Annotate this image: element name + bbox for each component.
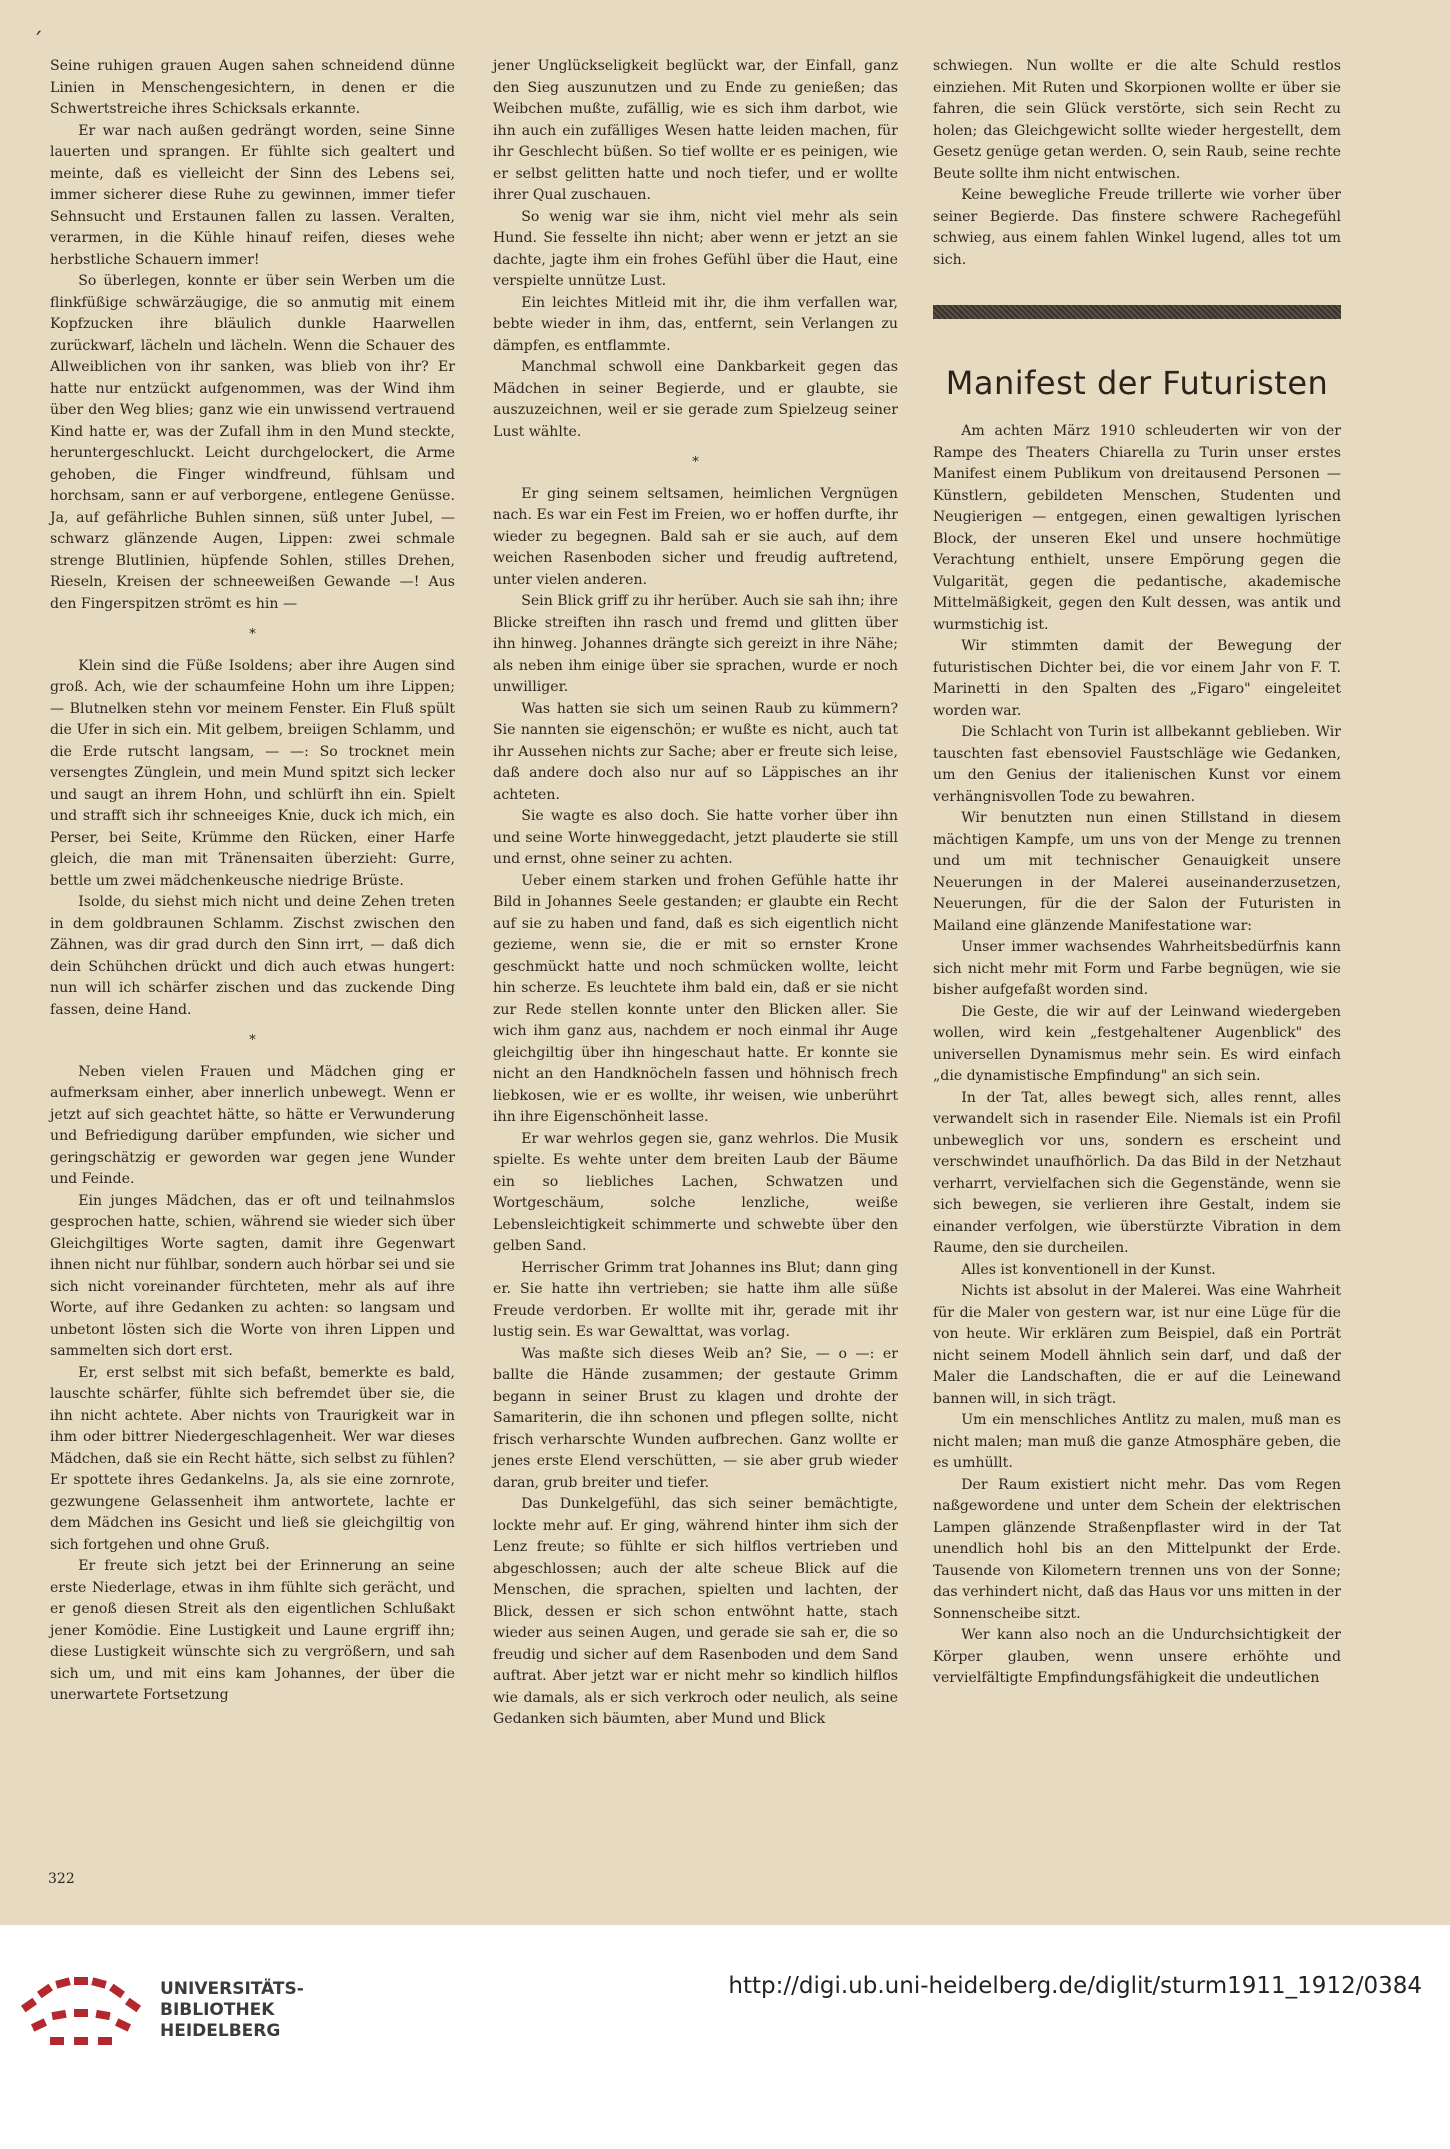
margin-mark: ´ <box>32 30 43 55</box>
library-name-line: HEIDELBERG <box>160 2021 281 2041</box>
paragraph: Ein junges Mädchen, das er oft und teilnahmslos gesprochen hatte, schien, während sie wieder sich über Gleichgiltiges Worte sagten, damit ihre Gegenwart ihnen nicht nur fühlbar, sondern auch hörbar sei und sie sich nicht voreinander fürchteten, mehr als auf ihre Worte, auf ihre Gedanken zu achten: so langsam und unbetont lösten sich die Worte von ihren Lippen und sammelten sich dort erst. <box>50 1192 455 1359</box>
paragraph: Wir stimmten damit der Bewegung der futuristischen Dichter bei, die vor einem Jahr von F. T. Marinetti in den Spalten des „Figaro" eingeleitet worden war. <box>933 638 1341 719</box>
paragraph: Sein Blick griff zu ihr herüber. Auch sie sah ihn; ihre Blicke streiften ihn rasch und fremd und glitten über ihn hinweg. Johannes drängte sich gereizt in ihre Nähe; als neben ihm einige über sie sprachen, wurde er noch unwilliger. <box>493 593 898 695</box>
paragraph: So überlegen, konnte er über sein Werben um die flinkfüßige schwärzäugige, die so anmutig mit einem Kopfzucken ihre bläulich dunkle Haarwellen zurückwarf, lächeln und lächeln. Wenn die Schauer des Allweiblichen von ihr sanken, was blieb von ihr? Er hatte nur entzückt aufgenommen, was der Wind ihm über den Weg blies; ganz wie ein unwissend vertrauend Kind hatte er, was der Zufall ihm in den Mund steckte, heruntergeschluckt. Leicht durchgelockert, die Arme gehoben, die Finger windfreund, fühlsam und horchsam, sann er auf verborgene, entlegene Genüsse. Ja, auf gefährliche Buhlen sinnen, süß unter Jubel, — schwarz glänzende Augen, Lippen: zwei schmale strenge Blutlinien, hüpfende Sohlen, stilles Drehen, Rieseln, Kreisen der schneeweißen Gewande —! Aus den Fingerspitzen strömt es hin — <box>50 273 455 612</box>
paragraph: Seine ruhigen grauen Augen sahen schneidend dünne Linien in Menschengesichtern, in denen er die Schwertstreiche ihres Schicksals erkannte. <box>50 58 455 117</box>
library-name <box>160 1979 304 2042</box>
paragraph: Neben vielen Frauen und Mädchen ging er aufmerksam einher, aber innerlich unbewegt. Wenn er jetzt auf sich geachtet hätte, so hätte er Verwunderung und Befriedigung darüber empfunden, wie sicher und geringschätzig er geworden war gegen jene Wunder und Feinde. <box>50 1063 455 1187</box>
paragraph: Wer kann also noch an die Undurchsichtigkeit der Körper glauben, wenn unsere erhöhte und vervielfältigte Empfindungsfähigkeit die undeutlichen <box>933 1627 1341 1686</box>
paragraph: Er war wehrlos gegen sie, ganz wehrlos. Die Musik spielte. Es wehte unter dem breiten Laub der Bäume ein so liebliches Lachen, Schwatzen und Wortgeschäum, solche lenzliche, weiße Lebensleichtigkeit schimmerte und schwebte über den gelben Sand. <box>493 1130 898 1254</box>
paragraph: Keine bewegliche Freude trillerte wie vorher über seiner Begierde. Das finstere schwere Rachegefühl schwieg, aus einem fahlen Winkel lugend, alles tot um sich. <box>933 187 1341 268</box>
paragraph: Er ging seinem seltsamen, heimlichen Vergnügen nach. Es war ein Fest im Freien, wo er hoffen durfte, ihr wieder zu begegnen. Bald sah er sie auch, auf dem weichen Rasenboden sicher und freudig auftretend, unter vielen anderen. <box>493 485 898 588</box>
text-column-right <box>933 56 1341 1690</box>
text-column-left <box>50 56 455 1707</box>
library-name-line: BIBLIOTHEK <box>160 2000 275 2020</box>
paragraph: So wenig war sie ihm, nicht viel mehr als sein Hund. Sie fesselte ihn nicht; aber wenn er jetzt an sie dachte, jagte ihm ein frohes Gefühl über die Haut, eine verspielte unnütze Lust. <box>493 208 898 289</box>
paragraph: Ueber einem starken und frohen Gefühle hatte ihr Bild in Johannes Seele gestanden; er glaubte ein Recht auf sie zu haben und fand, daß es sich eigentlich nicht gezieme, wenn sie, die er mit so ernster Krone geschmückt hatte und noch schmücken wollte, leicht hin scherze. Es leuchtete ihm bald ein, daß er sie nicht zur Rede stellen konnte unter den Blicken aller. Sie wich ihm ganz aus, nachdem er noch einmal ihr Auge gleichgiltig über ihn hingeschaut hatte. Er konnte sie nicht an den Handknöcheln fassen und höhnisch frech liebkosen, wie er es wollte, ihr weisen, wie unberührt ihn ihre Eigenschönheit lasse. <box>493 872 898 1125</box>
section-divider-star: * <box>692 455 699 470</box>
paragraph: Unser immer wachsendes Wahrheitsbedürfnis kann sich nicht mehr mit Form und Farbe begnügen, wie sie bisher aufgefaßt worden sind. <box>933 939 1341 998</box>
page-number: 322 <box>48 1871 75 1887</box>
paragraph: Isolde, du siehst mich nicht und deine Zehen treten in dem goldbraunen Schlamm. Zischst zwischen den Zähnen, was dir grad durch den Sinn irrt, — daß dich dein Schühchen drückt und dich auch etwas hungert: nun will ich schärfer zischen und das zuckende Ding fassen, deine Hand. <box>50 894 455 1018</box>
paragraph: Die Geste, die wir auf der Leinwand wiedergeben wollen, wird kein „festgehaltener Augenblick" des universellen Dynamismus mehr sein. Es wird einfach „die dynamistische Empfindung" an sich sein. <box>933 1003 1341 1084</box>
article-heading: Manifest der Futuristen <box>945 364 1329 402</box>
section-divider-star: * <box>249 1033 256 1048</box>
paragraph: Herrischer Grimm trat Johannes ins Blut; dann ging er. Sie hatte ihn vertrieben; sie hatte ihm alle süße Freude verdorben. Er wollte mit ihr, gerade mit ihr lustig sein. Es war Gewalttat, was vorlag. <box>493 1259 898 1340</box>
paragraph: Er war nach außen gedrängt worden, seine Sinne lauerten und sprangen. Er fühlte sich gealtert und meinte, daß es vielleicht der Sinn des Lebens sei, immer sicherer diese Ruhe zu gewinnen, immer tiefer Sehnsucht und Erstaunen fallen zu lassen. Veralten, verarmen, in die Kühle hinauf reifen, dieses wehe herbstliche Schauern immer! <box>50 122 455 268</box>
library-footer <box>0 1925 1450 2149</box>
ornamental-rule <box>933 305 1341 319</box>
paragraph: Manchmal schwoll eine Dankbarkeit gegen das Mädchen in seiner Begierde, und er glaubte, sie auszuzeichnen, weil er sie gerade zum Spielzeug seiner Lust wählte. <box>493 359 898 440</box>
paragraph: Am achten März 1910 schleuderten wir von der Rampe des Theaters Chiarella zu Turin unser erstes Manifest einem Publikum von dreitausend Personen — Künstlern, gebildeten Menschen, Studenten und Neugierigen — entgegen, einen gewaltigen lyrischen Block, der unseren Ekel und unsere hochmütige Verachtung enthielt, unsere Empörung gegen die Vulgarität, gegen die pedantische, akademische Mittelmäßigkeit, gegen den Kult dessen, was antik und wurmstichig ist. <box>933 423 1341 633</box>
paragraph: Der Raum existiert nicht mehr. Das vom Regen naßgewordene und unter dem Schein der elektrischen Lampen glänzende Straßenpflaster wird in der Tat unendlich hohl bis an den Mittelpunkt der Erde. Tausende von Kilometern trennen uns von der Sonne; das verhindert nicht, daß das Haus vor uns mitten in der Sonnenscheibe sitzt. <box>933 1476 1341 1622</box>
paragraph: Die Schlacht von Turin ist allbekannt geblieben. Wir tauschten fast ebensoviel Faustschläge wie Gedanken, um den Genius der italienischen Kunst vor einem verhängnisvollen Tode zu bewahren. <box>933 724 1341 805</box>
paragraph: Sie wagte es also doch. Sie hatte vorher über ihn und seine Worte hinweggedacht, jetzt plauderte sie still und ernst, ohne seiner zu achten. <box>493 808 898 867</box>
paragraph: Er, erst selbst mit sich befaßt, bemerkte es bald, lauschte schärfer, fühlte sich befremdet über sie, die ihn nicht achtete. Aber nichts von Traurigkeit war in ihm oder bittrer Niedergeschlagenheit. Wer war dieses Mädchen, daß sie ein Recht hätte, sich selbst zu fühlen? Er spottete ihres Gedankelns. Ja, als sie eine zornrote, gezwungene Gelassenheit ihm antwortete, lachte er dem Mädchen ins Gesicht und ließ sie gleichgiltig von sich fortgehen und ohne Gruß. <box>50 1364 455 1553</box>
paragraph: Was maßte sich dieses Weib an? Sie, — o —: er ballte die Hände zusammen; der gestaute Grimm begann in seiner Brust zu klagen und drohte der Samariterin, die ihn schonen und pflegen sollte, nicht frisch verharschte Wunden aufbrechen. Ganz wollte er jenes erste Elend verschütten, — sie aber grub wieder daran, grub breiter und tiefer. <box>493 1345 898 1491</box>
paragraph: Um ein menschliches Antlitz zu malen, muß man es nicht malen; man muß die ganze Atmosphäre geben, die es umhüllt. <box>933 1412 1341 1471</box>
text-column-middle <box>493 56 898 1731</box>
paragraph: Das Dunkelgefühl, das sich seiner bemächtigte, lockte mehr auf. Er ging, während hinter ihm sich der Lenz freute; so fühlte er sich hilflos vertrieben und abgeschlossen; auch der alte scheue Blick auf die Menschen, die sprachen, spielten und lachten, der Blick, dessen er sich schon entwöhnt hatte, stach wieder aus seinen Augen, und gerade sie sah er, die so freudig und sicher auf dem Rasenboden und dem Sand auftrat. Aber jetzt war er nicht mehr so kindlich hilflos wie damals, als er sich verkroch oder neulich, als seine Gedanken sich bäumten, aber Mund und Blick <box>493 1496 898 1727</box>
university-library-logo-icon <box>12 1971 152 2061</box>
section-divider-star: * <box>249 627 256 642</box>
paragraph: Er freute sich jetzt bei der Erinnerung an seine erste Niederlage, etwas in ihm fühlte sich gerächt, und er genoß diesen Streit als den eigentlichen Schlußakt jener Komödie. Eine Lustigkeit und Laune ergriff ihn; diese Lustigkeit wünschte sich zu vergrößern, und sah sich um, und mit eins kam Johannes, der über die unerwartete Fortsetzung <box>50 1558 455 1703</box>
library-name-line: UNIVERSITÄTS- <box>160 1979 304 1999</box>
paragraph: schwiegen. Nun wollte er die alte Schuld restlos einziehen. Mit Ruten und Skorpionen wollte er über sie fahren, die sein Glück verstörte, sich sein Recht zu holen; das Gleichgewicht sollte wieder hergestellt, dem Gesetz genüge getan werden. O, sein Raub, seine rechte Beute sollte ihm nicht entwischen. <box>933 58 1341 182</box>
paragraph: Wir benutzten nun einen Stillstand in diesem mächtigen Kampfe, um uns von der Menge zu trennen und um mit technischer Genauigkeit unsere Neuerungen in der Malerei auseinanderzusetzen, Neuerungen, für die der Salon der Futuristen in Mailand eine glänzende Manifestatione war: <box>933 810 1341 934</box>
paragraph: Klein sind die Füße Isoldens; aber ihre Augen sind groß. Ach, wie der schaumfeine Hohn um ihre Lippen; — Blutnelken stehn vor meinem Fenster. Ein Fluß spült die Ufer in sich ein. Mit gelbem, breiigen Schlamm, und die Erde rutscht langsam, — —: So trocknet mein versengtes Zünglein, und mein Mund spitzt sich lecker und saugt an ihrem Hohn, und schlürft ihn ein. Spielt und strafft sich ihr schneeiges Knie, duck ich mich, ein Perser, bei Seite, Krümme den Rücken, einer Harfe gleich, die man mit Tränensaiten überzieht: Gurre, bettle um zwei mädchenkeusche niedrige Brüste. <box>50 657 455 889</box>
paragraph: In der Tat, alles bewegt sich, alles rennt, alles verwandelt sich in rasender Eile. Niemals ist ein Profil unbeweglich vor uns, sondern es erscheint und verschwindet unaufhörlich. Da das Bild in der Netzhaut verharrt, vervielfachen sich die Gegenstände, wenn sie sich bewegen, sie verlieren ihre Gestalt, indem sie einander verfolgen, wie überstürzte Vibration in dem Raume, den sie durcheilen. <box>933 1089 1341 1256</box>
source-url-link[interactable]: http://digi.ub.uni-heidelberg.de/diglit/sturm1911_1912/0384 <box>728 1973 1422 1999</box>
paragraph: Was hatten sie sich um seinen Raub zu kümmern? Sie nannten sie eigenschön; er wußte es nicht, auch tat ihr Aussehen nichts zur Sache; aber er freute sich leise, daß andere doch also nur auf so Läppisches an ihr achteten. <box>493 700 898 803</box>
paragraph: Ein leichtes Mitleid mit ihr, die ihm verfallen war, bebte wieder in ihm, das, entfernt, sein Verlangen zu dämpfen, es entflammte. <box>493 294 898 354</box>
paragraph: jener Unglückseligkeit beglückt war, der Einfall, ganz den Sieg auszunutzen und zu Ende zu genießen; das Weibchen mußte, zufällig, wie es sich ihm darbot, wie ihn auch ein zufälliges Wesen hatte leiden machen, für ihr Geschlecht büßen. So tief wollte er es peinigen, wie er selbst gelitten hatte und noch tiefer, und er wollte ihrer Qual zuschauen. <box>493 58 898 203</box>
paragraph: Alles ist konventionell in der Kunst. <box>961 1261 1216 1278</box>
paragraph: Nichts ist absolut in der Malerei. Was eine Wahrheit für die Maler von gestern war, ist nur eine Lüge für die von heute. Wir erklären zum Beispiel, daß ein Porträt nicht seinem Modell ähnlich sein darf, und daß der Maler die Landschaften, die er auf die Leinewand bannen will, in sich trägt. <box>933 1283 1341 1407</box>
